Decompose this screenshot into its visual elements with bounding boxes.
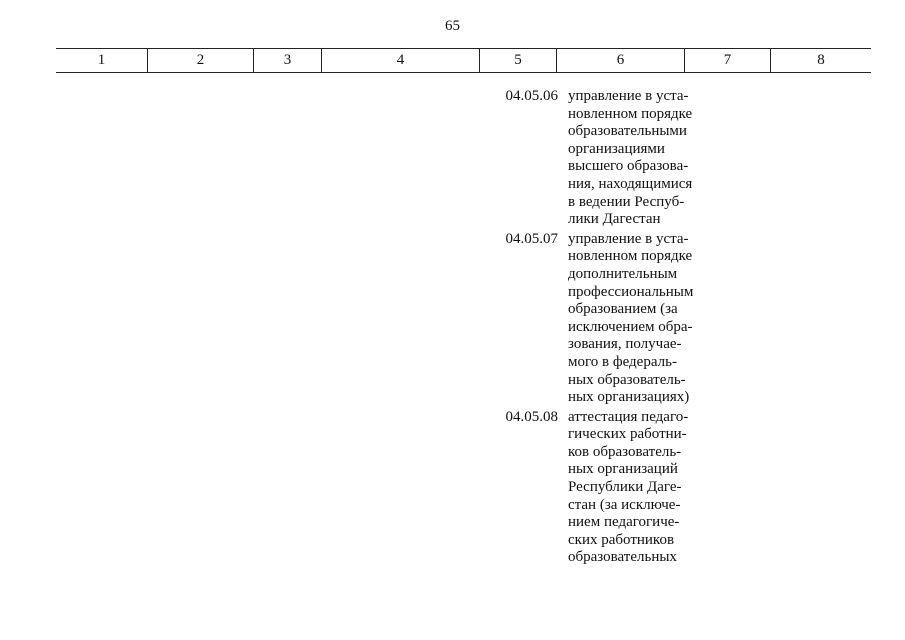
column-header-1: 1 — [56, 49, 148, 72]
entry-code: 04.05.07 — [505, 230, 558, 247]
column-header-7: 7 — [685, 49, 771, 72]
page-number: 65 — [445, 18, 460, 34]
entry-text: управление в уста- новленном порядке дополнительным профессиональным образованием (за исключением обра- зования, получае- мого в федераль- ных образователь- ных организациях) — [568, 230, 694, 406]
table-row — [480, 88, 720, 229]
table-header-row — [56, 48, 871, 73]
table-body — [480, 88, 720, 569]
entry-code: 04.05.06 — [505, 88, 558, 104]
column-header-5: 5 — [480, 49, 557, 72]
column-header-6: 6 — [557, 49, 685, 72]
entry-text: аттестация педаго- гических работни- ков образователь- ных организаций Республики Даге- стан (за исключе- нием педагогиче- ских работников образовательных — [568, 408, 689, 566]
entry-text: управление в уста- новленном порядке образовательными организациями высшего образова- ния, находящимися в ведении Респуб- лики Дагестан — [568, 88, 693, 228]
entry-code: 04.05.08 — [505, 408, 558, 425]
column-header-4: 4 — [322, 49, 480, 72]
table-row — [480, 231, 720, 407]
column-header-8: 8 — [817, 52, 825, 68]
column-header-2: 2 — [148, 49, 254, 72]
table-row — [480, 409, 720, 567]
column-header-3: 3 — [254, 49, 322, 72]
